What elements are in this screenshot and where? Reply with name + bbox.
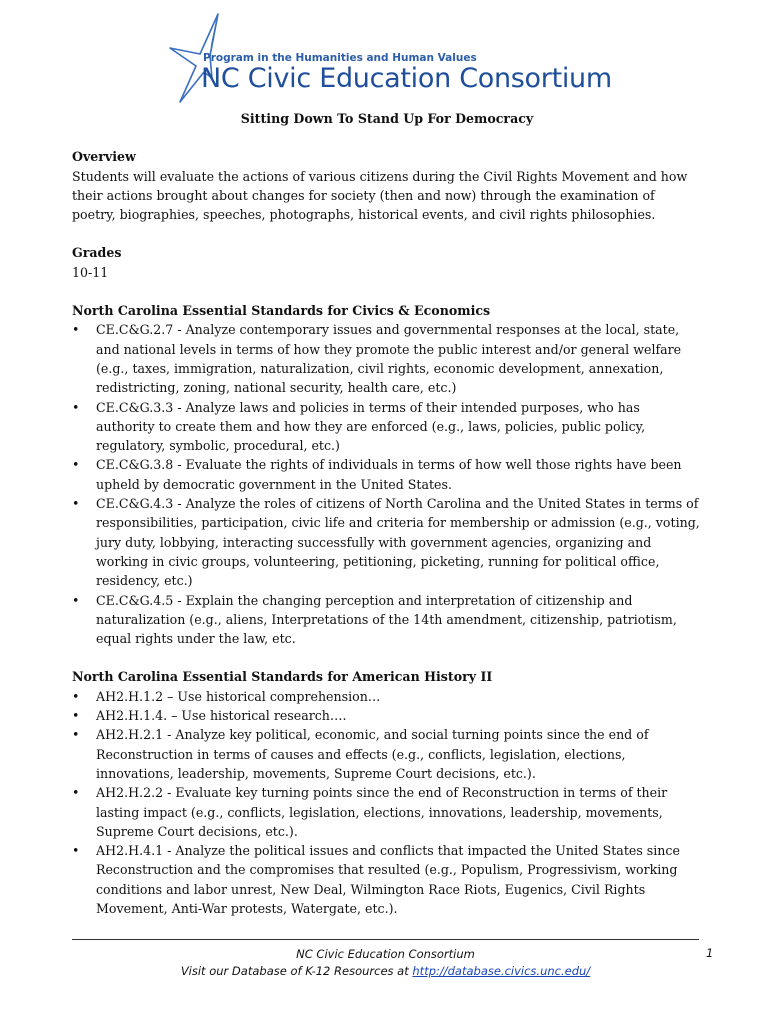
list-item-text: CE.C&G.3.3 - Analyze laws and policies in terms of their intended purposes, who has authority to create them and how they are enforced (e.g., laws, policies, public policy, regulatory, symbolic, procedural, etc.)	[96, 399, 646, 454]
bullet-icon: •	[72, 708, 80, 724]
list-item	[72, 455, 702, 494]
list-item	[72, 687, 702, 706]
bullet-icon: •	[72, 457, 80, 473]
list-item	[72, 591, 702, 649]
civics-standards-heading: North Carolina Essential Standards for Civics & Economics	[72, 303, 491, 319]
page-footer	[72, 946, 699, 980]
list-item-text: AH2.H.4.1 - Analyze the political issues and conflicts that impacted the United States since Reconstruction and the compromises that resulted (e.g., Populism, Progressivism, working conditions and labor unrest, New Deal, Wilmington Race Riots, Eugenics, Civil Rights Movement, Anti-War protests, Watergate, etc.).	[96, 843, 680, 916]
bullet-icon: •	[72, 322, 80, 338]
bullet-icon: •	[72, 843, 80, 859]
logo-org-name: NC Civic Education Consortium	[201, 63, 612, 94]
bullet-icon: •	[72, 727, 80, 743]
history-standards-list	[72, 687, 702, 919]
civics-standards-list	[72, 320, 702, 648]
overview-heading: Overview	[72, 149, 136, 165]
list-item	[72, 725, 702, 783]
grades-text: 10-11	[72, 264, 109, 280]
list-item	[72, 841, 702, 918]
list-item-text: CE.C&G.4.5 - Explain the changing perception and interpretation of citizenship and naturalization (e.g., aliens, Interpretations of the 14th amendment, citizenship, patriotism, equal rights under the law, etc.	[96, 592, 677, 647]
logo-tagline: Program in the Humanities and Human Values	[203, 52, 477, 64]
page-number: 1	[706, 946, 714, 960]
bullet-icon: •	[72, 592, 80, 608]
consortium-logo	[166, 12, 612, 104]
bullet-icon: •	[72, 688, 80, 704]
document-body	[72, 109, 702, 937]
footer-divider	[72, 939, 699, 940]
list-item-text: AH2.H.2.1 - Analyze key political, economic, and social turning points since the end of Reconstruction in terms of causes and effects (e.g., conflicts, legislation, elections, innovations, leadership, movements, Supreme Court decisions, etc.).	[96, 727, 649, 781]
list-item-text: AH2.H.1.4. – Use historical research….	[96, 708, 347, 724]
bullet-icon: •	[72, 399, 80, 415]
footer-org-name: NC Civic Education Consortium	[296, 947, 475, 961]
bullet-icon: •	[72, 496, 80, 512]
list-item	[72, 706, 702, 725]
grades-heading: Grades	[72, 245, 122, 261]
overview-text: Students will evaluate the actions of various citizens during the Civil Rights Movement and how their actions brought about changes for society (then and now) through the examination of poetry, biographies, speeches, photographs, historical events, and civil rights philosophies.	[72, 168, 688, 223]
list-item-text: CE.C&G.2.7 - Analyze contemporary issues and governmental responses at the local, state, and national levels in terms of how they promote the public interest and/or general welfare (e.g., taxes, immigration, naturalization, civil rights, economic development, annexation, redistricting, zoning, national security, health care, etc.)	[96, 322, 682, 396]
list-item	[72, 398, 702, 456]
page-title: Sitting Down To Stand Up For Democracy	[240, 111, 534, 126]
list-item-text: CE.C&G.4.3 - Analyze the roles of citizens of North Carolina and the United States in terms of responsibilities, participation, civic life and criteria for membership or admission (e.g., voting, jury duty, lobbying, interacting successfully with government agencies, organizing and working in civic groups, volunteering, petitioning, picketing, running for political office, residency, etc.)	[96, 496, 700, 589]
footer-visit-text: Visit our Database of K-12 Resources at	[180, 964, 413, 978]
list-item	[72, 320, 702, 397]
list-item	[72, 783, 702, 841]
list-item-text: AH2.H.2.2 - Evaluate key turning points since the end of Reconstruction in terms of their lasting impact (e.g., conflicts, legislation, elections, innovations, leadership, movements, Supreme Court decisions, etc.).	[96, 785, 668, 839]
list-item	[72, 494, 702, 590]
bullet-icon: •	[72, 785, 80, 801]
database-link[interactable]: http://database.civics.unc.edu/	[412, 964, 591, 978]
list-item-text: AH2.H.1.2 – Use historical comprehension…	[96, 688, 381, 704]
history-standards-heading: North Carolina Essential Standards for American History II	[72, 669, 493, 685]
footer-visit-line	[72, 963, 699, 980]
list-item-text: CE.C&G.3.8 - Evaluate the rights of individuals in terms of how well those rights have been upheld by democratic government in the United States.	[96, 457, 682, 492]
